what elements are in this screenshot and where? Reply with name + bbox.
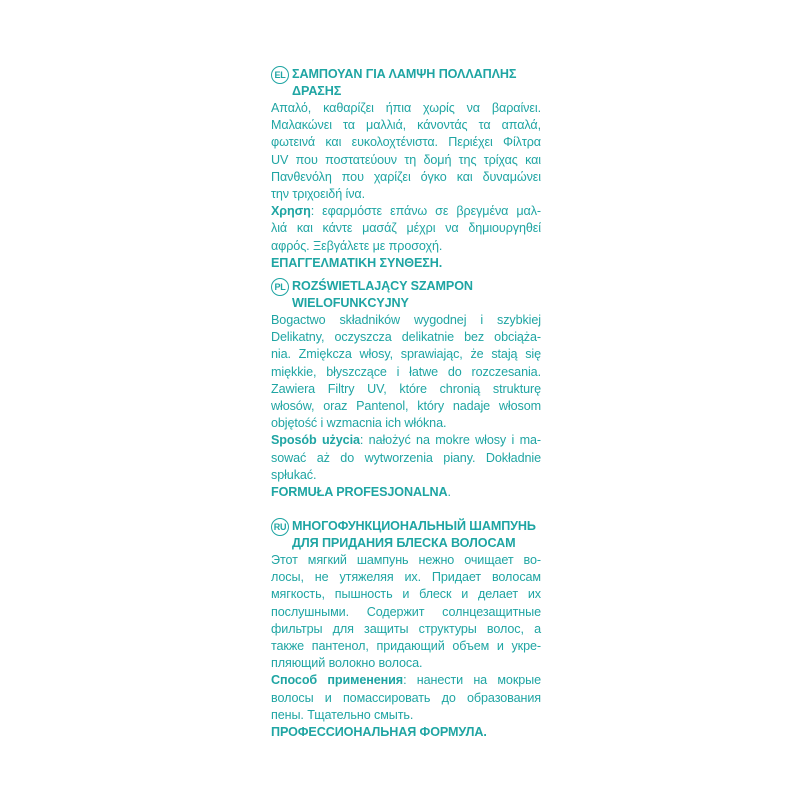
title-line: ΔΡΑΣΗΣ xyxy=(292,84,342,98)
usage-line: пены. Тщательно смыть. xyxy=(271,707,414,722)
product-title xyxy=(292,66,516,100)
description-line: также пантенол, придающий объем и укре- xyxy=(271,639,541,654)
usage-line: αφρός. Ξεβγάλετε με προσοχή. xyxy=(271,238,443,253)
description-line: лосы, не утяжеляя их. Придает волосам xyxy=(271,570,541,585)
description-line: włosów, oraz Pantenol, który nadaje włosom xyxy=(271,399,541,414)
usage-text: : nałożyć na mokre włosy i ma- xyxy=(359,433,542,448)
usage-line: spłukać. xyxy=(271,467,317,482)
product-title xyxy=(292,518,536,552)
description-line: την τριχοειδή ίνα. xyxy=(271,187,365,202)
usage-text: : нанести на мокрые xyxy=(403,673,541,688)
description-line: пляющий волокно волоса. xyxy=(271,656,423,671)
language-badge-el: EL xyxy=(271,66,289,84)
usage-line xyxy=(271,432,541,449)
usage-line: sować aż do wytworzenia piany. Dokładnie xyxy=(271,450,541,465)
formula-note xyxy=(271,484,541,501)
description-line: objętość i wzmacnia ich włókna. xyxy=(271,416,447,431)
formula-note: ПРОФЕССИОНАЛЬНАЯ ФОРМУЛА. xyxy=(271,725,487,740)
title-line: ДЛЯ ПРИДАНИЯ БЛЕСКА ВОЛОСАМ xyxy=(292,536,516,550)
description-line: UV που ποστατεύουν τη δομή της τρίχας και xyxy=(271,152,541,167)
usage-line xyxy=(271,672,541,689)
usage-label: Способ применения xyxy=(271,673,404,688)
formula-text: FORMUŁA PROFESJONALNA xyxy=(271,485,448,500)
usage-line: волосы и помассировать до образования xyxy=(271,690,541,705)
description-line: miękkie, błyszczące i łatwe do rozczesania. xyxy=(271,364,541,379)
section-russian xyxy=(271,518,541,741)
description-line: Bogactwo składników wygodnej i szybkiej xyxy=(271,313,541,327)
description-line: Delikatny, oczyszcza delikatnie bez obciąża- xyxy=(271,330,541,345)
usage-line xyxy=(271,203,541,220)
description-line: послушными. Содержит солнцезащитные xyxy=(271,604,541,619)
title-line: ROZŚWIETLAJĄCY SZAMPON xyxy=(292,279,473,293)
description-line: Πανθενόλη που χαρίζει όγκο και δυναμώνει xyxy=(271,169,541,184)
description-line: фильтры для защиты структуры волос, а xyxy=(271,621,541,636)
title-line: WIELOFUNKCYJNY xyxy=(292,296,409,310)
title-line: МНОГОФУНКЦИОНАЛЬНЫЙ ШАМПУНЬ xyxy=(292,519,536,533)
formula-note: ΕΠΑΓΓΕΛΜΑΤΙΚΗ ΣΥΝΘΕΣΗ. xyxy=(271,255,443,270)
usage-label: Χρηση xyxy=(271,204,311,219)
description-line: φωτεινά και ευκολοχτένιστα. Περιέχει Φίλτρα xyxy=(271,135,541,150)
usage-line: λιά και κάντε μασάζ μέχρι να δημιουργηθεί xyxy=(271,221,541,236)
section-heading xyxy=(271,66,541,100)
description-line: nia. Zmiękcza włosy, sprawiając, że stają się xyxy=(271,347,541,362)
formula-period: . xyxy=(447,485,451,500)
section-heading xyxy=(271,518,541,552)
product-title xyxy=(292,278,473,312)
section-heading xyxy=(271,278,541,312)
description-line: Μαλακώνει τα μαλλιά, κάνοντάς τα απαλά, xyxy=(271,118,541,133)
section-polish xyxy=(271,278,541,501)
usage-label: Sposób użycia xyxy=(271,433,360,448)
title-line: ΣΑΜΠΟΥΑΝ ΓΙΑ ΛΑΜΨΗ ΠΟΛΛΑΠΛΗΣ xyxy=(292,67,517,81)
description-line: Zawiera Filtry UV, które chronią strukturę xyxy=(271,381,541,396)
description-line: Этот мягкий шампунь нежно очищает во- xyxy=(271,553,541,567)
section-greek xyxy=(271,66,541,272)
language-badge-ru: RU xyxy=(271,518,289,536)
language-badge-pl: PL xyxy=(271,278,289,296)
description-line: Απαλό, καθαρίζει ήπια χωρίς να βαραίνει. xyxy=(271,101,541,115)
description-line: мягкость, пышность и блеск и делает их xyxy=(271,587,541,602)
usage-text: : εφαρμόστε επάνω σε βρεγμένα μαλ- xyxy=(310,204,541,219)
